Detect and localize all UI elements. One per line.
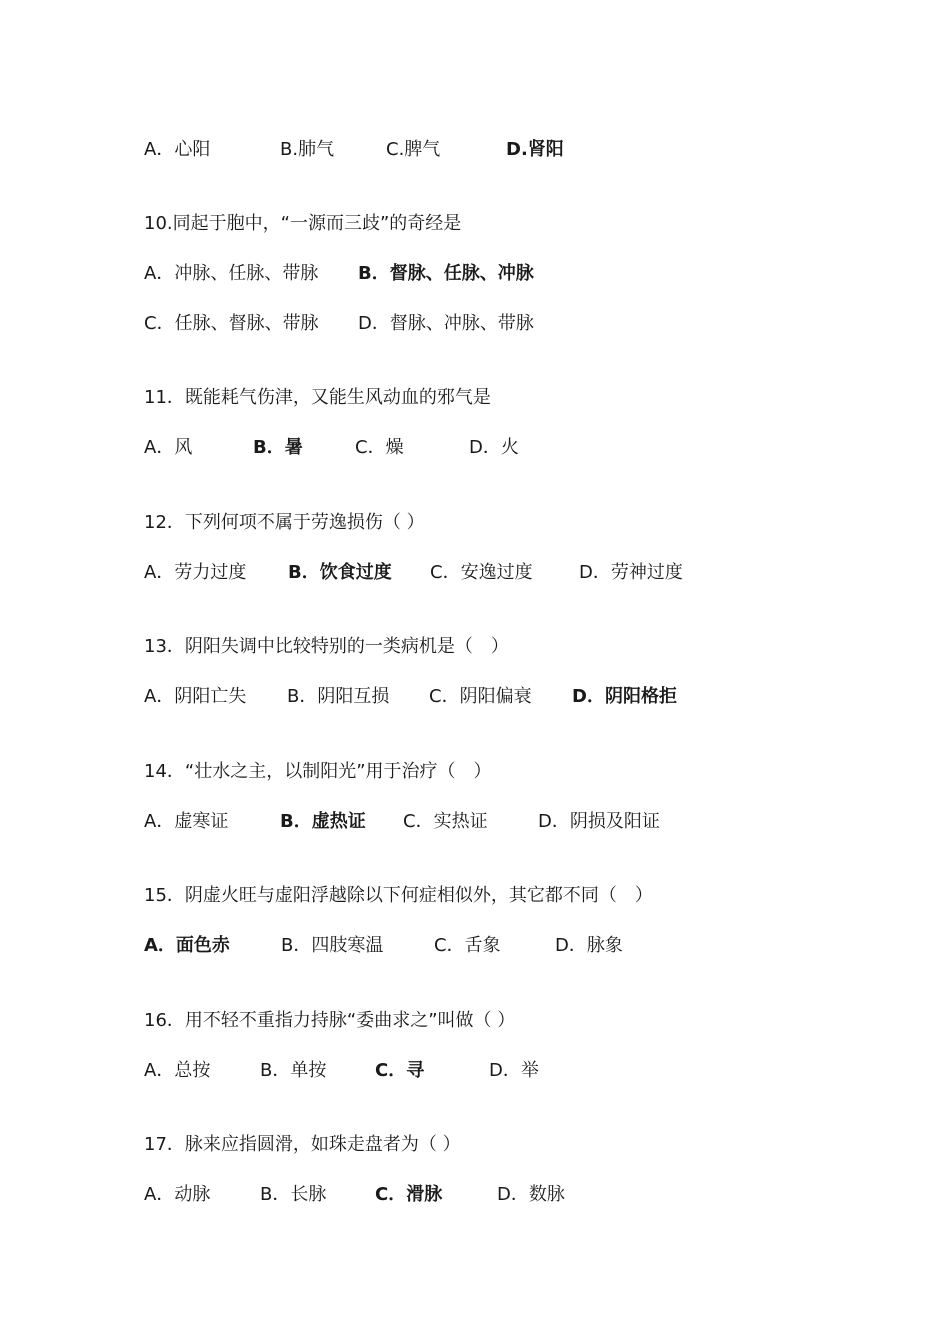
- q17-option-c-answer: C．滑脉: [375, 1184, 443, 1205]
- q17-question-text: 17．脉来应指圆滑，如珠走盘者为（ ）: [144, 1134, 461, 1155]
- q9-options: [0, 136, 950, 164]
- q11-question-text: 11．既能耗气伤津，又能生风动血的邪气是: [144, 387, 491, 408]
- q16-options: [0, 1057, 950, 1085]
- q13-question: [0, 633, 950, 661]
- q12-option-c: C．安逸过度: [430, 562, 533, 583]
- q12-options: [0, 559, 950, 587]
- q12-option-a: A．劳力过度: [144, 562, 247, 583]
- q12-question-text: 12．下列何项不属于劳逸损伤（ ）: [144, 512, 425, 533]
- q14-option-c: C．实热证: [403, 811, 488, 832]
- q9-option-b: B.肺气: [280, 139, 335, 160]
- q13-option-c: C．阴阳偏衰: [429, 686, 532, 707]
- q12-option-b-answer: B．饮食过度: [288, 562, 392, 583]
- q13-options: [0, 683, 950, 711]
- q15-question: [0, 882, 950, 910]
- q12-question: [0, 509, 950, 537]
- q11-option-c: C．燥: [355, 437, 404, 458]
- q17-option-b: B．长脉: [260, 1184, 327, 1205]
- q15-option-a-answer: A．面色赤: [144, 935, 230, 956]
- q13-option-a: A．阴阳亡失: [144, 686, 247, 707]
- q15-option-c: C．舌象: [434, 935, 501, 956]
- q11-option-d: D．火: [469, 437, 519, 458]
- q11-options: [0, 434, 950, 462]
- q14-question-text: 14．“壮水之主，以制阳光”用于治疗（ ）: [144, 761, 492, 782]
- q13-option-d-answer: D．阴阳格拒: [572, 686, 677, 707]
- q9-option-d-answer: D.肾阳: [506, 139, 564, 160]
- q17-option-d: D．数脉: [497, 1184, 565, 1205]
- q16-option-a: A．总按: [144, 1060, 211, 1081]
- q14-option-b-answer: B．虚热证: [280, 811, 366, 832]
- q16-option-c-answer: C．寻: [375, 1060, 425, 1081]
- q15-option-d: D．脉象: [555, 935, 623, 956]
- q10-option-c: C．任脉、督脉、带脉: [144, 313, 319, 334]
- q16-question-text: 16．用不轻不重指力持脉“委曲求之”叫做（ ）: [144, 1010, 516, 1031]
- q9-option-a: A．心阳: [144, 139, 211, 160]
- q13-question-text: 13．阴阳失调中比较特别的一类病机是（ ）: [144, 636, 509, 657]
- q16-option-d: D．举: [489, 1060, 539, 1081]
- q14-option-d: D．阴损及阳证: [538, 811, 660, 832]
- q16-question: [0, 1007, 950, 1035]
- q15-option-b: B．四肢寒温: [281, 935, 384, 956]
- q10-options-row-1: [0, 260, 950, 288]
- q17-question: [0, 1131, 950, 1159]
- q14-option-a: A．虚寒证: [144, 811, 229, 832]
- q9-option-c: C.脾气: [386, 139, 441, 160]
- q17-option-a: A．动脉: [144, 1184, 211, 1205]
- q10-options-row-2: [0, 310, 950, 338]
- q10-question-text: 10.同起于胞中，“一源而三歧”的奇经是: [144, 213, 462, 234]
- q15-options: [0, 932, 950, 960]
- q11-option-b-answer: B．暑: [253, 437, 303, 458]
- q12-option-d: D．劳神过度: [579, 562, 683, 583]
- q16-option-b: B．单按: [260, 1060, 327, 1081]
- q10-option-d: D．督脉、冲脉、带脉: [358, 313, 534, 334]
- q15-question-text: 15．阴虚火旺与虚阳浮越除以下何症相似外，其它都不同（ ）: [144, 885, 653, 906]
- q14-options: [0, 808, 950, 836]
- q17-options: [0, 1181, 950, 1209]
- q11-option-a: A．风: [144, 437, 193, 458]
- q13-option-b: B．阴阳互损: [287, 686, 390, 707]
- q14-question: [0, 758, 950, 786]
- q10-option-a: A．冲脉、任脉、带脉: [144, 263, 319, 284]
- q11-question: [0, 384, 950, 412]
- q10-option-b-answer: B．督脉、任脉、冲脉: [358, 263, 534, 284]
- q10-question: [0, 210, 950, 238]
